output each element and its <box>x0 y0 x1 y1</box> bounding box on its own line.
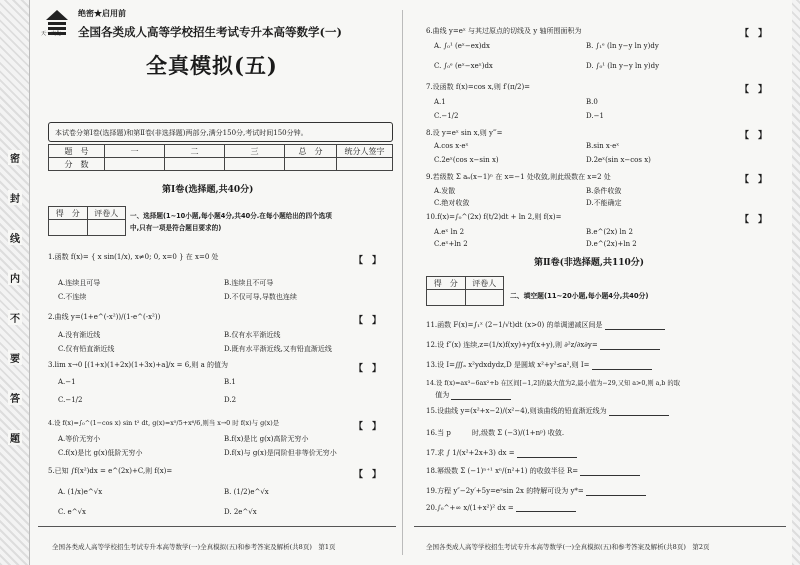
page-footer: 全国各类成人高等学校招生考试专升本高等数学(一)全真模拟(五)和参考答案及解析(共8页) 第2页 <box>426 543 710 551</box>
section1-desc: 中,只有一项是符合题目要求的) <box>130 224 222 232</box>
fill-item-text: 13.设 I=∭ₐ x²ydxdydz,D 是圆域 x²+y²≤a²,则 I= <box>426 361 590 369</box>
answer-blank[interactable] <box>609 408 669 416</box>
fill-item-text: 12.设 f″(x) 连续,z=(1/x)f(xy)+yf(x+y),则 ∂²z/∂x∂y= <box>426 341 598 349</box>
score-table-row-label: 分 数 <box>49 158 105 171</box>
question-stem: 5.已知 ∫f(x²)dx = e^(2x)+C,则 f(x)= <box>48 467 173 475</box>
option[interactable]: B.1 <box>224 378 236 386</box>
right-edge-binding <box>792 0 800 565</box>
option[interactable]: D.2eˣ(sin x−cos x) <box>586 156 651 164</box>
grader-cell[interactable] <box>427 290 466 306</box>
fill-item <box>426 466 640 476</box>
score-cell[interactable] <box>165 158 225 171</box>
binding-char: 要 <box>8 350 22 365</box>
option[interactable]: D.不仅可导,导数也连续 <box>224 293 297 301</box>
grader-box <box>48 206 126 236</box>
binding-char: 题 <box>8 430 22 445</box>
answer-bracket[interactable]: 【 】 <box>740 175 768 185</box>
option[interactable]: C.绝对收敛 <box>434 199 470 207</box>
option[interactable]: A.发散 <box>434 187 456 195</box>
option[interactable]: D.e^(2x)+ln 2 <box>586 240 637 248</box>
instructions-box <box>48 122 393 142</box>
main-title: 全真模拟(五) <box>146 53 278 78</box>
option[interactable]: B.sin x·eˣ <box>586 142 620 150</box>
answer-blank[interactable] <box>600 342 660 350</box>
option[interactable]: A.eˣ ln 2 <box>434 228 465 236</box>
part2-title: 第Ⅱ卷(非选择题,共110分) <box>534 258 645 268</box>
option[interactable]: D.不能确定 <box>586 199 622 207</box>
page-divider <box>402 10 403 555</box>
grader-label: 得 分 <box>427 277 466 290</box>
option[interactable]: D.f(x)与 g(x)是同阶但非等价无穷小 <box>224 449 337 457</box>
option[interactable]: B.连续且不可导 <box>224 279 274 287</box>
answer-blank[interactable] <box>517 450 577 458</box>
option[interactable]: A.cos x·eˣ <box>434 142 469 150</box>
secret-label: 绝密★启用前 <box>78 8 126 18</box>
option[interactable]: C. ∫₀ᵉ (eˣ−xeˣ)dx <box>434 62 493 70</box>
footer-rule <box>414 526 786 527</box>
option[interactable]: D. 2e^√x <box>224 508 257 516</box>
fill-item <box>426 486 646 496</box>
grader-label: 得 分 <box>49 207 88 220</box>
answer-bracket[interactable]: 【 】 <box>354 256 382 266</box>
option[interactable]: B.f(x)是比 g(x)高阶无穷小 <box>224 435 309 443</box>
answer-bracket[interactable]: 【 】 <box>354 316 382 326</box>
option[interactable]: B. ∫₁ᵉ (ln y−y ln y)dy <box>586 42 659 50</box>
right-page <box>410 0 792 565</box>
fill-item <box>426 390 511 400</box>
option[interactable]: C.−1/2 <box>58 396 83 404</box>
grader-label: 评卷人 <box>465 277 504 290</box>
score-cell[interactable] <box>225 158 285 171</box>
score-table-header: 题 号 <box>49 145 105 158</box>
question-stem: 6.曲线 y=eˣ 与其过原点的切线及 y 轴所围面积为 <box>426 27 582 35</box>
option[interactable]: B.条件收敛 <box>586 187 622 195</box>
left-page <box>34 0 396 565</box>
option[interactable]: C.2eˣ(cos x−sin x) <box>434 156 499 164</box>
answer-blank[interactable] <box>592 362 652 370</box>
binding-char: 封 <box>8 190 22 205</box>
option[interactable]: B.0 <box>586 98 598 106</box>
question-stem: 9.若级数 Σ aₙ(x−1)ⁿ 在 x=−1 处收敛,则此级数在 x=2 处 <box>426 173 611 181</box>
fill-item <box>426 504 576 512</box>
part1-title: 第Ⅰ卷(选择题,共40分) <box>162 185 254 195</box>
fill-item <box>426 340 660 350</box>
option[interactable]: D. ∫₀¹ (ln y−y ln y)dy <box>586 62 660 70</box>
instructions-text: 本试卷分第Ⅰ卷(选择题)和第Ⅱ卷(非选择题)两部分,满分150分,考试时间150分钟。 <box>55 129 308 137</box>
question-stem: 7.设函数 f(x)=cos x,则 f′(π/2)= <box>426 83 531 91</box>
fill-item: 16.当 p 时,级数 Σ (−3)/(1+nᵖ) 收敛. <box>426 429 565 437</box>
option[interactable]: B.仅有水平渐近线 <box>224 331 281 339</box>
option[interactable]: A.等价无穷小 <box>58 435 101 443</box>
option[interactable]: C.−1/2 <box>434 112 459 120</box>
page-footer: 全国各类成人高等学校招生考试专升本高等数学(一)全真模拟(五)和参考答案及解析(共8页) 第1页 <box>52 543 336 551</box>
score-cell[interactable] <box>105 158 165 171</box>
question-stem: 8.设 y=eˣ sin x,则 y‴= <box>426 129 503 137</box>
answer-bracket[interactable]: 【 】 <box>740 215 768 225</box>
score-cell[interactable] <box>337 158 393 171</box>
grader-cell[interactable] <box>87 220 126 236</box>
binding-char: 内 <box>8 270 22 285</box>
answer-bracket[interactable]: 【 】 <box>354 364 382 374</box>
binding-char: 答 <box>8 390 22 405</box>
score-table-header: 总 分 <box>285 145 337 158</box>
option[interactable]: A.连续且可导 <box>58 279 101 287</box>
option[interactable]: D.−1 <box>586 112 604 120</box>
section2-desc: 二、填空题(11~20小题,每小题4分,共40分) <box>510 292 649 300</box>
answer-blank[interactable] <box>605 322 665 330</box>
answer-bracket[interactable]: 【 】 <box>354 470 382 480</box>
question-stem: 1.函数 f(x)= { x sin(1/x), x≠0; 0, x=0 } 在 x=0 处 <box>48 253 219 261</box>
score-table-header: 一 <box>105 145 165 158</box>
question-stem: 4.设 f(x)=∫₀^(1−cos x) sin t² dt, g(x)=x⁵/5+x⁶/6,则当 x→0 时 f(x)与 g(x)是 <box>48 419 280 427</box>
fill-item-text: 19.方程 y″−2y′+5y=eˣsin 2x 的特解可设为 y*= <box>426 487 584 495</box>
question-stem: 2.曲线 y=(1+e^(-x²))/(1-e^(-x²)) <box>48 313 161 321</box>
fill-item <box>426 320 665 330</box>
option[interactable]: C. e^√x <box>58 508 86 516</box>
grader-box <box>426 276 504 306</box>
option[interactable]: B.e^(2x) ln 2 <box>586 228 633 236</box>
question-stem: 3.lim x→0 [(1+x)(1+2x)(1+3x)+a]/x = 6,则 a 的值为 <box>48 361 229 369</box>
answer-blank[interactable] <box>580 468 640 476</box>
score-table-header: 三 <box>225 145 285 158</box>
option[interactable]: C.eˣ+ln 2 <box>434 240 468 248</box>
option[interactable]: A.1 <box>434 98 446 106</box>
fill-item <box>426 360 652 370</box>
binding-char: 不 <box>8 310 22 325</box>
option[interactable]: C.f(x)是比 g(x)低阶无穷小 <box>58 449 143 457</box>
fill-item-text: 11.函数 F(x)=∫₁ˣ (2−1/√t)dt (x>0) 的单调递减区间是 <box>426 321 603 329</box>
fill-item-text: 值为 <box>426 391 450 399</box>
fill-item-text: 18.幂级数 Σ (−1)ⁿ⁺¹ xⁿ/(n²+1) 的收敛半径 R= <box>426 467 579 475</box>
score-table-header: 统分人签字 <box>337 145 393 158</box>
publisher-logo-icon <box>44 8 70 44</box>
score-cell[interactable] <box>285 158 337 171</box>
answer-blank[interactable] <box>516 504 576 512</box>
binding-char: 密 <box>8 150 22 165</box>
option[interactable]: A.没有渐近线 <box>58 331 101 339</box>
answer-blank[interactable] <box>451 392 511 400</box>
binding-margin <box>0 0 30 565</box>
option[interactable]: A. (1/x)e^√x <box>58 488 103 496</box>
fill-item-text: 15.设曲线 y=(x²+x−2)/(x²−4),则该曲线的铅直渐近线为 <box>426 407 607 415</box>
option[interactable]: C.不连续 <box>58 293 87 301</box>
option[interactable]: A.−1 <box>58 378 76 386</box>
option[interactable]: C.仅有铅直渐近线 <box>58 345 115 353</box>
option[interactable]: D.既有水平渐近线,又有铅直渐近线 <box>224 345 332 353</box>
answer-bracket[interactable]: 【 】 <box>740 29 768 39</box>
score-table <box>48 144 393 171</box>
answer-bracket[interactable]: 【 】 <box>740 85 768 95</box>
option[interactable]: B. (1/2)e^√x <box>224 488 269 496</box>
score-table-header: 二 <box>165 145 225 158</box>
fill-item <box>426 448 577 458</box>
logo-text: 天一文化 <box>41 31 62 37</box>
binding-char: 线 <box>8 230 22 245</box>
answer-blank[interactable] <box>586 488 646 496</box>
series-title: 全国各类成人高等学校招生考试专升本高等数学(一) <box>78 25 342 39</box>
option[interactable]: A. ∫₀¹ (eˣ−ex)dx <box>434 42 490 50</box>
answer-bracket[interactable]: 【 】 <box>740 131 768 141</box>
answer-bracket[interactable]: 【 】 <box>354 422 382 432</box>
grader-label: 评卷人 <box>87 207 126 220</box>
footer-rule <box>38 526 396 527</box>
grader-cell[interactable] <box>49 220 88 236</box>
section1-desc: 一、选择题(1~10小题,每小题4分,共40分.在每小题给出的四个选项 <box>130 212 332 220</box>
grader-cell[interactable] <box>465 290 504 306</box>
fill-item-text: 17.求 ∫ 1/(x²+2x+3) dx = <box>426 449 515 457</box>
fill-item: 14.设 f(x)=ax³−6ax²+b 在区间[−1,2]的最大值为2,最小值为−29,又知 a>0,则 a,b 的取 <box>426 380 681 387</box>
fill-item <box>426 406 669 416</box>
fill-item-text: 20.∫₀^+∞ x/(1+x²)² dx = <box>426 504 514 512</box>
question-stem: 10.f(x)=∫₀^(2x) f(t/2)dt + ln 2,则 f(x)= <box>426 213 562 221</box>
option[interactable]: D.2 <box>224 396 237 404</box>
